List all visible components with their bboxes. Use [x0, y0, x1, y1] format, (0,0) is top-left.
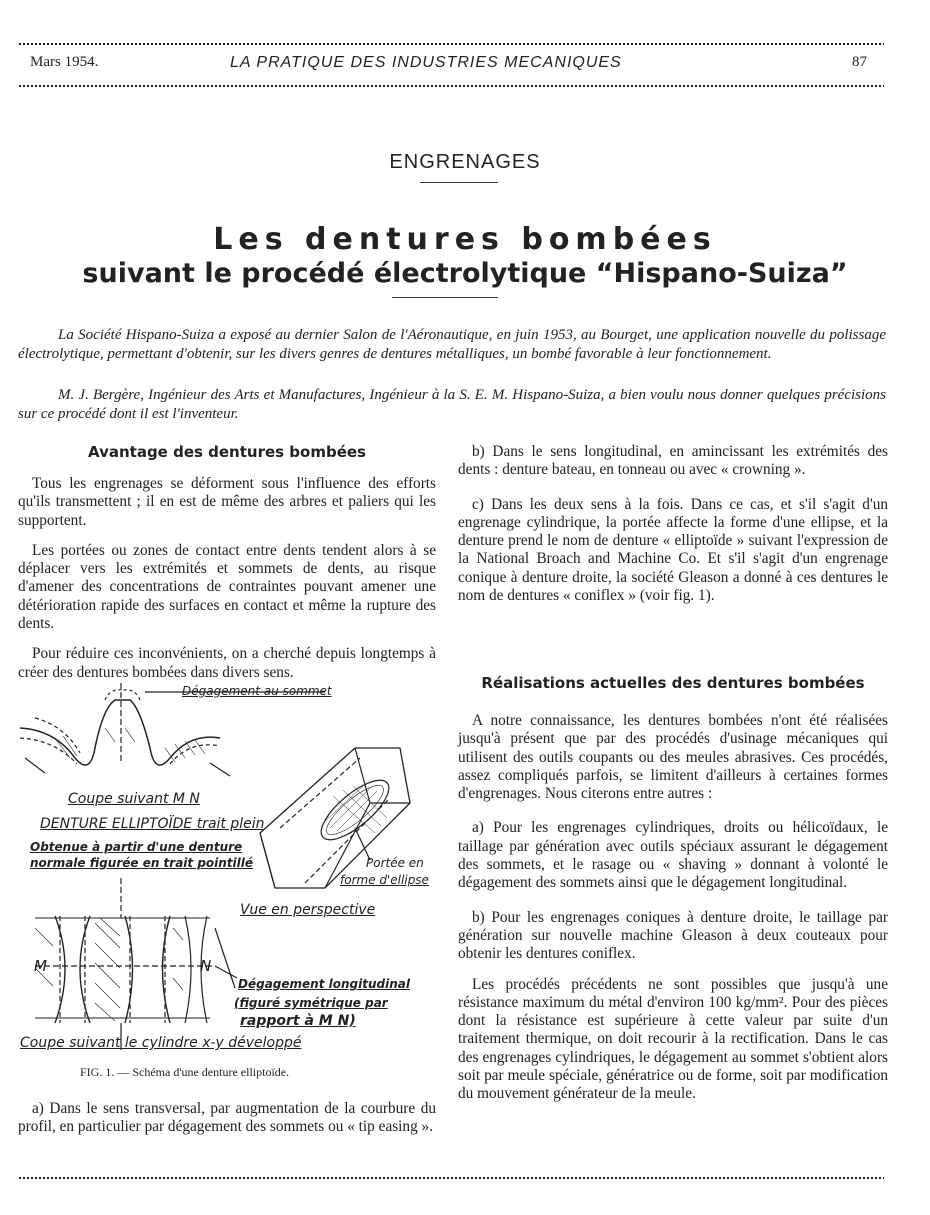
figure-caption: FIG. 1. — Schéma d'une denture elliptoïde. [80, 1065, 290, 1079]
top-dotted-rule [18, 42, 884, 46]
label-degagement-longitudinal: Dégagement longitudinal [238, 977, 410, 991]
label-degagement-sommet: Dégagement au sommet [182, 684, 332, 698]
paragraph: a) Dans le sens transversal, par augmentation de la courbure du profil, en particulier par dégagement des sommets ou « tip easing ». [18, 1100, 436, 1136]
label-coupe-cylindre: Coupe suivant le cylindre x-y développé [20, 1035, 302, 1051]
paragraph: Tous les engrenages se déforment sous l'influence des efforts qu'ils transmettent ; il en est de même des arbres et paliers qui les supportent. [18, 475, 436, 529]
paragraph: A notre connaissance, les dentures bombées n'ont été réalisées jusqu'à présent que par des procédés d'usinage mécaniques qui utilisent des outils coupants ou des meules abrasives. Ces procédés, assez compliqués parfois, se limitent d'ailleurs à certaines formes d'engrenages. Nous citerons entre autres : [458, 712, 888, 803]
label-obtenue-2: normale figurée en trait pointillé [30, 856, 254, 870]
section-rule [420, 182, 498, 183]
left-column-after-figure [18, 1100, 436, 1137]
paragraph: c) Dans les deux sens à la fois. Dans ce cas, et s'il s'agit d'un engrenage cylindrique, la portée affecte la forme d'une ellipse, et la denture prend le nom de denture « elliptoïde » suivant l'expression de la National Broach and Machine Co. Et s'il s'agit d'un engrenage conique à denture droite, la société Gleason a donné à ces dentures le nom de dentures « coniflex » (voir fig. 1). [458, 495, 888, 605]
label-portee-1: Portée en [366, 856, 424, 870]
header-dotted-rule [18, 84, 884, 88]
paragraph: Les procédés précédents ne sont possibles que jusqu'à une résistance maximum du métal d'environ 100 kg/mm². Pour des pièces dont la résistance est supérieure à cette valeur par suite d'un traitement thermique, on doit recourir à la rectification. Dans le cas des engrenages cylindriques, le dégagement au sommet s'obtient alors soit par meule spéciale, génératrice ou de forme, soit par modification du mouvement générateur de la meule. [458, 975, 888, 1103]
label-portee-2: forme d'ellipse [340, 873, 429, 887]
label-n: N [200, 957, 212, 975]
journal-title: LA PRATIQUE DES INDUSTRIES MECANIQUES [230, 54, 622, 71]
paragraph: b) Pour les engrenages coniques à denture droite, le taillage par génération sur nouvelle machine Gleason à deux couteaux pour obtenir les dentures coniflex. [458, 908, 888, 963]
left-heading: Avantage des dentures bombées [88, 443, 366, 461]
label-rapport-mn: rapport à M N) [240, 1013, 356, 1029]
right-heading: Réalisations actuelles des dentures bombées [481, 674, 865, 692]
right-column-top [458, 443, 888, 605]
left-column-text [18, 475, 436, 682]
intro-paragraph-2: M. J. Bergère, Ingénieur des Arts et Manufactures, Ingénieur à la S. E. M. Hispano-Suiza, a bien voulu nous donner quelques précisions sur ce procédé dont il est l'inventeur. [18, 387, 886, 422]
paragraph: Les portées ou zones de contact entre dents tendent alors à se déplacer vers les extrémités et sommets de dents, au risque d'amener des concentrations de contraintes pouvant amener une détérioration rapide des surfaces en contact et même la rupture des dents. [18, 541, 436, 633]
label-coupe-mn: Coupe suivant M N [68, 791, 200, 807]
section-heading: ENGRENAGES [389, 151, 541, 173]
label-m: M [34, 957, 47, 975]
label-vue-perspective: Vue en perspective [240, 902, 376, 918]
issue-date: Mars 1954. [30, 54, 99, 70]
article-title-line1: Les dentures bombées [213, 222, 717, 257]
label-figure-symetrique: (figuré symétrique par [234, 996, 388, 1010]
bottom-dotted-rule [18, 1176, 884, 1180]
title-rule [392, 297, 498, 298]
right-column-text [458, 712, 888, 1104]
label-obtenue-1: Obtenue à partir d'une denture [30, 840, 243, 854]
paragraph: a) Pour les engrenages cylindriques, droits ou hélicoïdaux, le taillage par génération avec outils spéciaux assurant le dégagement des sommets, et le rasage ou « shaving » donnant à volonté le dégagement des sommets ainsi que le dégagement longitudinal. [458, 819, 888, 892]
page-number: 87 [852, 54, 867, 70]
paragraph: Pour réduire ces inconvénients, on a cherché depuis longtemps à créer des dentures bombées dans divers sens. [18, 645, 436, 681]
paragraph: b) Dans le sens longitudinal, en amincissant les extrémités des dents : denture bateau, en tonneau ou avec « crowning ». [458, 443, 888, 479]
intro-paragraph-1: La Société Hispano-Suiza a exposé au dernier Salon de l'Aéronautique, en juin 1953, au Bourget, une application nouvelle du polissage électrolytique, permettant d'obtenir, sur les divers genres de dentures métalliques, un bombé favorable à leur fonctionnement. [18, 327, 886, 362]
article-title-line2: suivant le procédé électrolytique “Hispano-Suiza” [82, 258, 848, 289]
label-denture-elliptoide: DENTURE ELLIPTOÏDE trait plein [40, 816, 265, 832]
